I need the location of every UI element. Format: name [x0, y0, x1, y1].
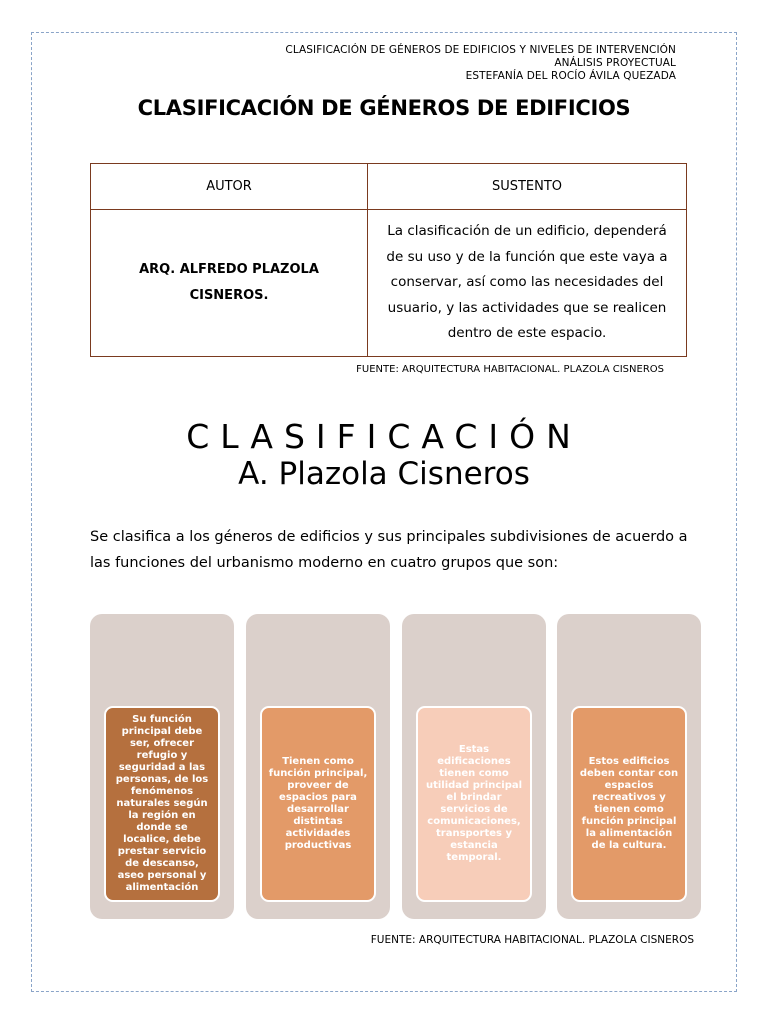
column-header-sustento: SUSTENTO: [368, 164, 687, 210]
classification-cards: [90, 614, 702, 919]
page-title: CLASIFICACIÓN DE GÉNEROS DE EDIFICIOS: [137, 96, 631, 120]
document-header: [285, 44, 676, 83]
card-4: [557, 614, 701, 919]
source-note-bottom: FUENTE: ARQUITECTURA HABITACIONAL. PLAZOLA CISNEROS: [370, 934, 694, 946]
card-3-text: Estas edificaciones tienen como utilidad principal el brindar servicios de comunicaciones, transportes y estancia temporal.: [416, 706, 532, 902]
table-row: [91, 210, 687, 357]
card-2-text: Tienen como función principal, proveer de espacios para desarrollar distintas actividades productivas: [260, 706, 376, 902]
section-title: CLASIFICACIÓN: [186, 417, 582, 456]
column-header-author: AUTOR: [91, 164, 368, 210]
header-line-1: CLASIFICACIÓN DE GÉNEROS DE EDIFICIOS Y NIVELES DE INTERVENCIÓN: [285, 44, 676, 56]
card-4-text: Estos edificios deben contar con espacios recreativos y tienen como función principal la alimentación de la cultura.: [571, 706, 687, 902]
source-note-top: FUENTE: ARQUITECTURA HABITACIONAL. PLAZOLA CISNEROS: [356, 364, 664, 375]
section-subtitle: A. Plazola Cisneros: [238, 456, 530, 492]
header-line-2: ANÁLISIS PROYECTUAL: [554, 57, 676, 69]
table-header-row: [91, 164, 687, 210]
header-line-3: ESTEFANÍA DEL ROCÍO ÁVILA QUEZADA: [465, 70, 676, 82]
card-3: [402, 614, 546, 919]
sustento-cell: La clasificación de un edificio, dependerá de su uso y de la función que este vaya a conservar, así como las necesidades del usuario, y las actividades que se realicen dentro de este espacio.: [368, 210, 687, 357]
card-2: [246, 614, 390, 919]
intro-paragraph: Se clasifica a los géneros de edificios y sus principales subdivisiones de acuerdo a las funciones del urbanismo moderno en cuatro grupos que son:: [90, 529, 688, 571]
author-cell: ARQ. ALFREDO PLAZOLA CISNEROS.: [91, 210, 368, 357]
card-1: [90, 614, 234, 919]
author-table: [90, 163, 687, 357]
card-1-text: Su función principal debe ser, ofrecer refugio y seguridad a las personas, de los fenómenos naturales según la región en donde se localice, debe prestar servicio de descanso, aseo personal y alimentación: [104, 706, 220, 902]
